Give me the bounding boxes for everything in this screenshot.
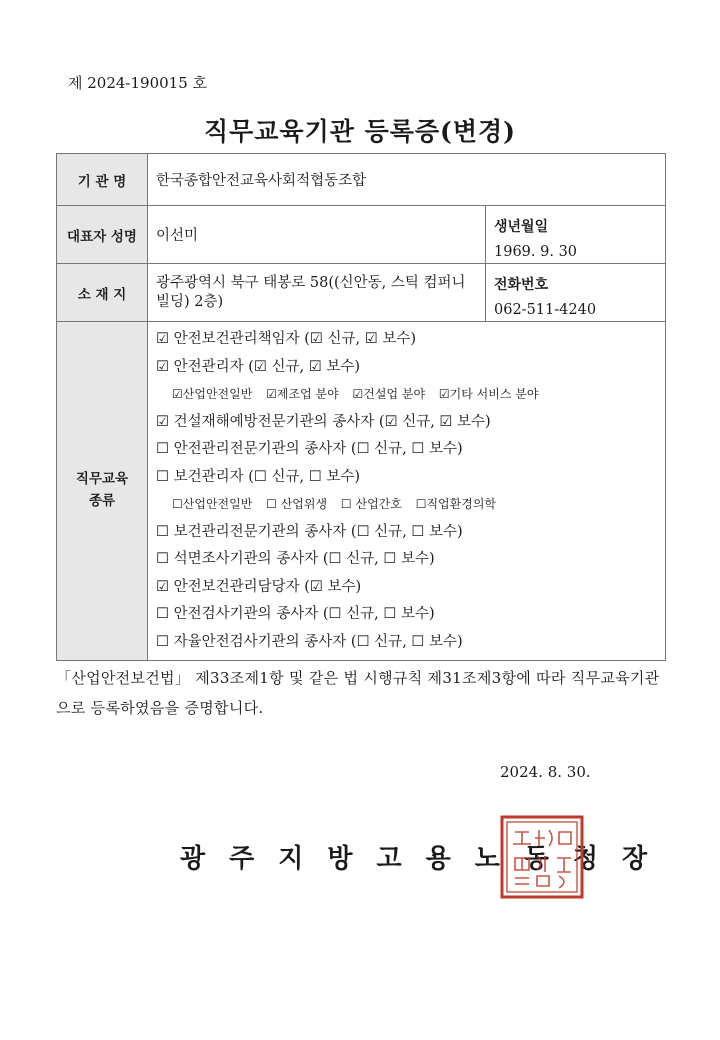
- subfield: ☑건설업 분야: [352, 387, 426, 401]
- subfield: ☐ 산업간호: [340, 497, 402, 511]
- issuer-name: 광주지방고용노동청장: [180, 844, 672, 874]
- subfield: ☐ 산업위생: [266, 497, 328, 511]
- health-subfields: [156, 491, 665, 519]
- institution-label: 기 관 명: [57, 154, 148, 206]
- training-item: ☑ 건설재해예방전문기관의 종사자 (☑ 신규, ☑ 보수): [156, 413, 491, 430]
- issue-date: 2024. 8. 30.: [500, 763, 591, 781]
- seal-outer-border: [502, 817, 582, 897]
- subfield: ☐산업안전일반: [172, 497, 253, 511]
- phone-cell: [486, 264, 666, 322]
- subfield: ☑산업안전일반: [172, 387, 253, 401]
- training-item: ☑ 안전보건관리책임자 (☑ 신규, ☑ 보수): [156, 331, 417, 347]
- representative-label: 대표자 성명: [57, 206, 148, 264]
- training-item: ☐ 보건관리자 (☐ 신규, ☐ 보수): [156, 468, 361, 485]
- training-item: ☐ 석면조사기관의 종사자 (☐ 신규, ☐ 보수): [156, 551, 435, 567]
- training-item: ☑ 안전관리자 (☑ 신규, ☑ 보수): [156, 358, 361, 375]
- location-label: 소 재 지: [57, 264, 148, 322]
- training-item: ☐ 자율안전검사기관의 종사자 (☐ 신규, ☐ 보수): [156, 633, 463, 650]
- seal-glyphs: [513, 830, 571, 888]
- phone-value: 062-511-4240: [494, 301, 597, 318]
- safety-subfields: [156, 381, 665, 409]
- training-item: ☐ 안전관리전문기관의 종사자 (☐ 신규, ☐ 보수): [156, 441, 463, 457]
- training-label-line1: 직무교육: [75, 471, 129, 488]
- certification-text: 「산업안전보건법」 제33조제1항 및 같은 법 시행규칙 제31조제3항에 따라 직무교육기관으로 등록하였음을 증명합니다.: [56, 669, 660, 717]
- page-title: 직무교육기관 등록증(변경): [203, 117, 516, 146]
- training-label-line2: 종류: [88, 493, 116, 509]
- document-number: 제 2024-190015 호: [68, 74, 208, 92]
- training-item: ☐ 안전검사기관의 종사자 (☐ 신규, ☐ 보수): [156, 606, 435, 622]
- institution-value: 한국종합안전교육사회적협동조합: [148, 154, 666, 206]
- subfield: ☐직업환경의학: [415, 497, 497, 511]
- subfield: ☑제조업 분야: [266, 387, 339, 401]
- birth-value: 1969. 9. 30: [494, 243, 578, 260]
- official-seal-icon: [499, 814, 585, 900]
- training-item: ☑ 안전보건관리담당자 (☑ 보수): [156, 578, 362, 595]
- representative-value: 이선미: [148, 206, 486, 264]
- subfield: ☑기타 서비스 분야: [438, 387, 539, 401]
- training-types-list: [148, 322, 666, 661]
- location-value: 광주광역시 북구 태봉로 58((신안동, 스틱 컴퍼니빌딩) 2층): [148, 264, 486, 322]
- phone-label: 전화번호: [494, 276, 549, 293]
- training-types-label: [57, 322, 148, 661]
- training-item: ☐ 보건관리전문기관의 종사자 (☐ 신규, ☐ 보수): [156, 523, 463, 540]
- registration-table: [56, 153, 666, 661]
- birth-cell: [486, 206, 666, 264]
- birth-label: 생년월일: [494, 218, 549, 235]
